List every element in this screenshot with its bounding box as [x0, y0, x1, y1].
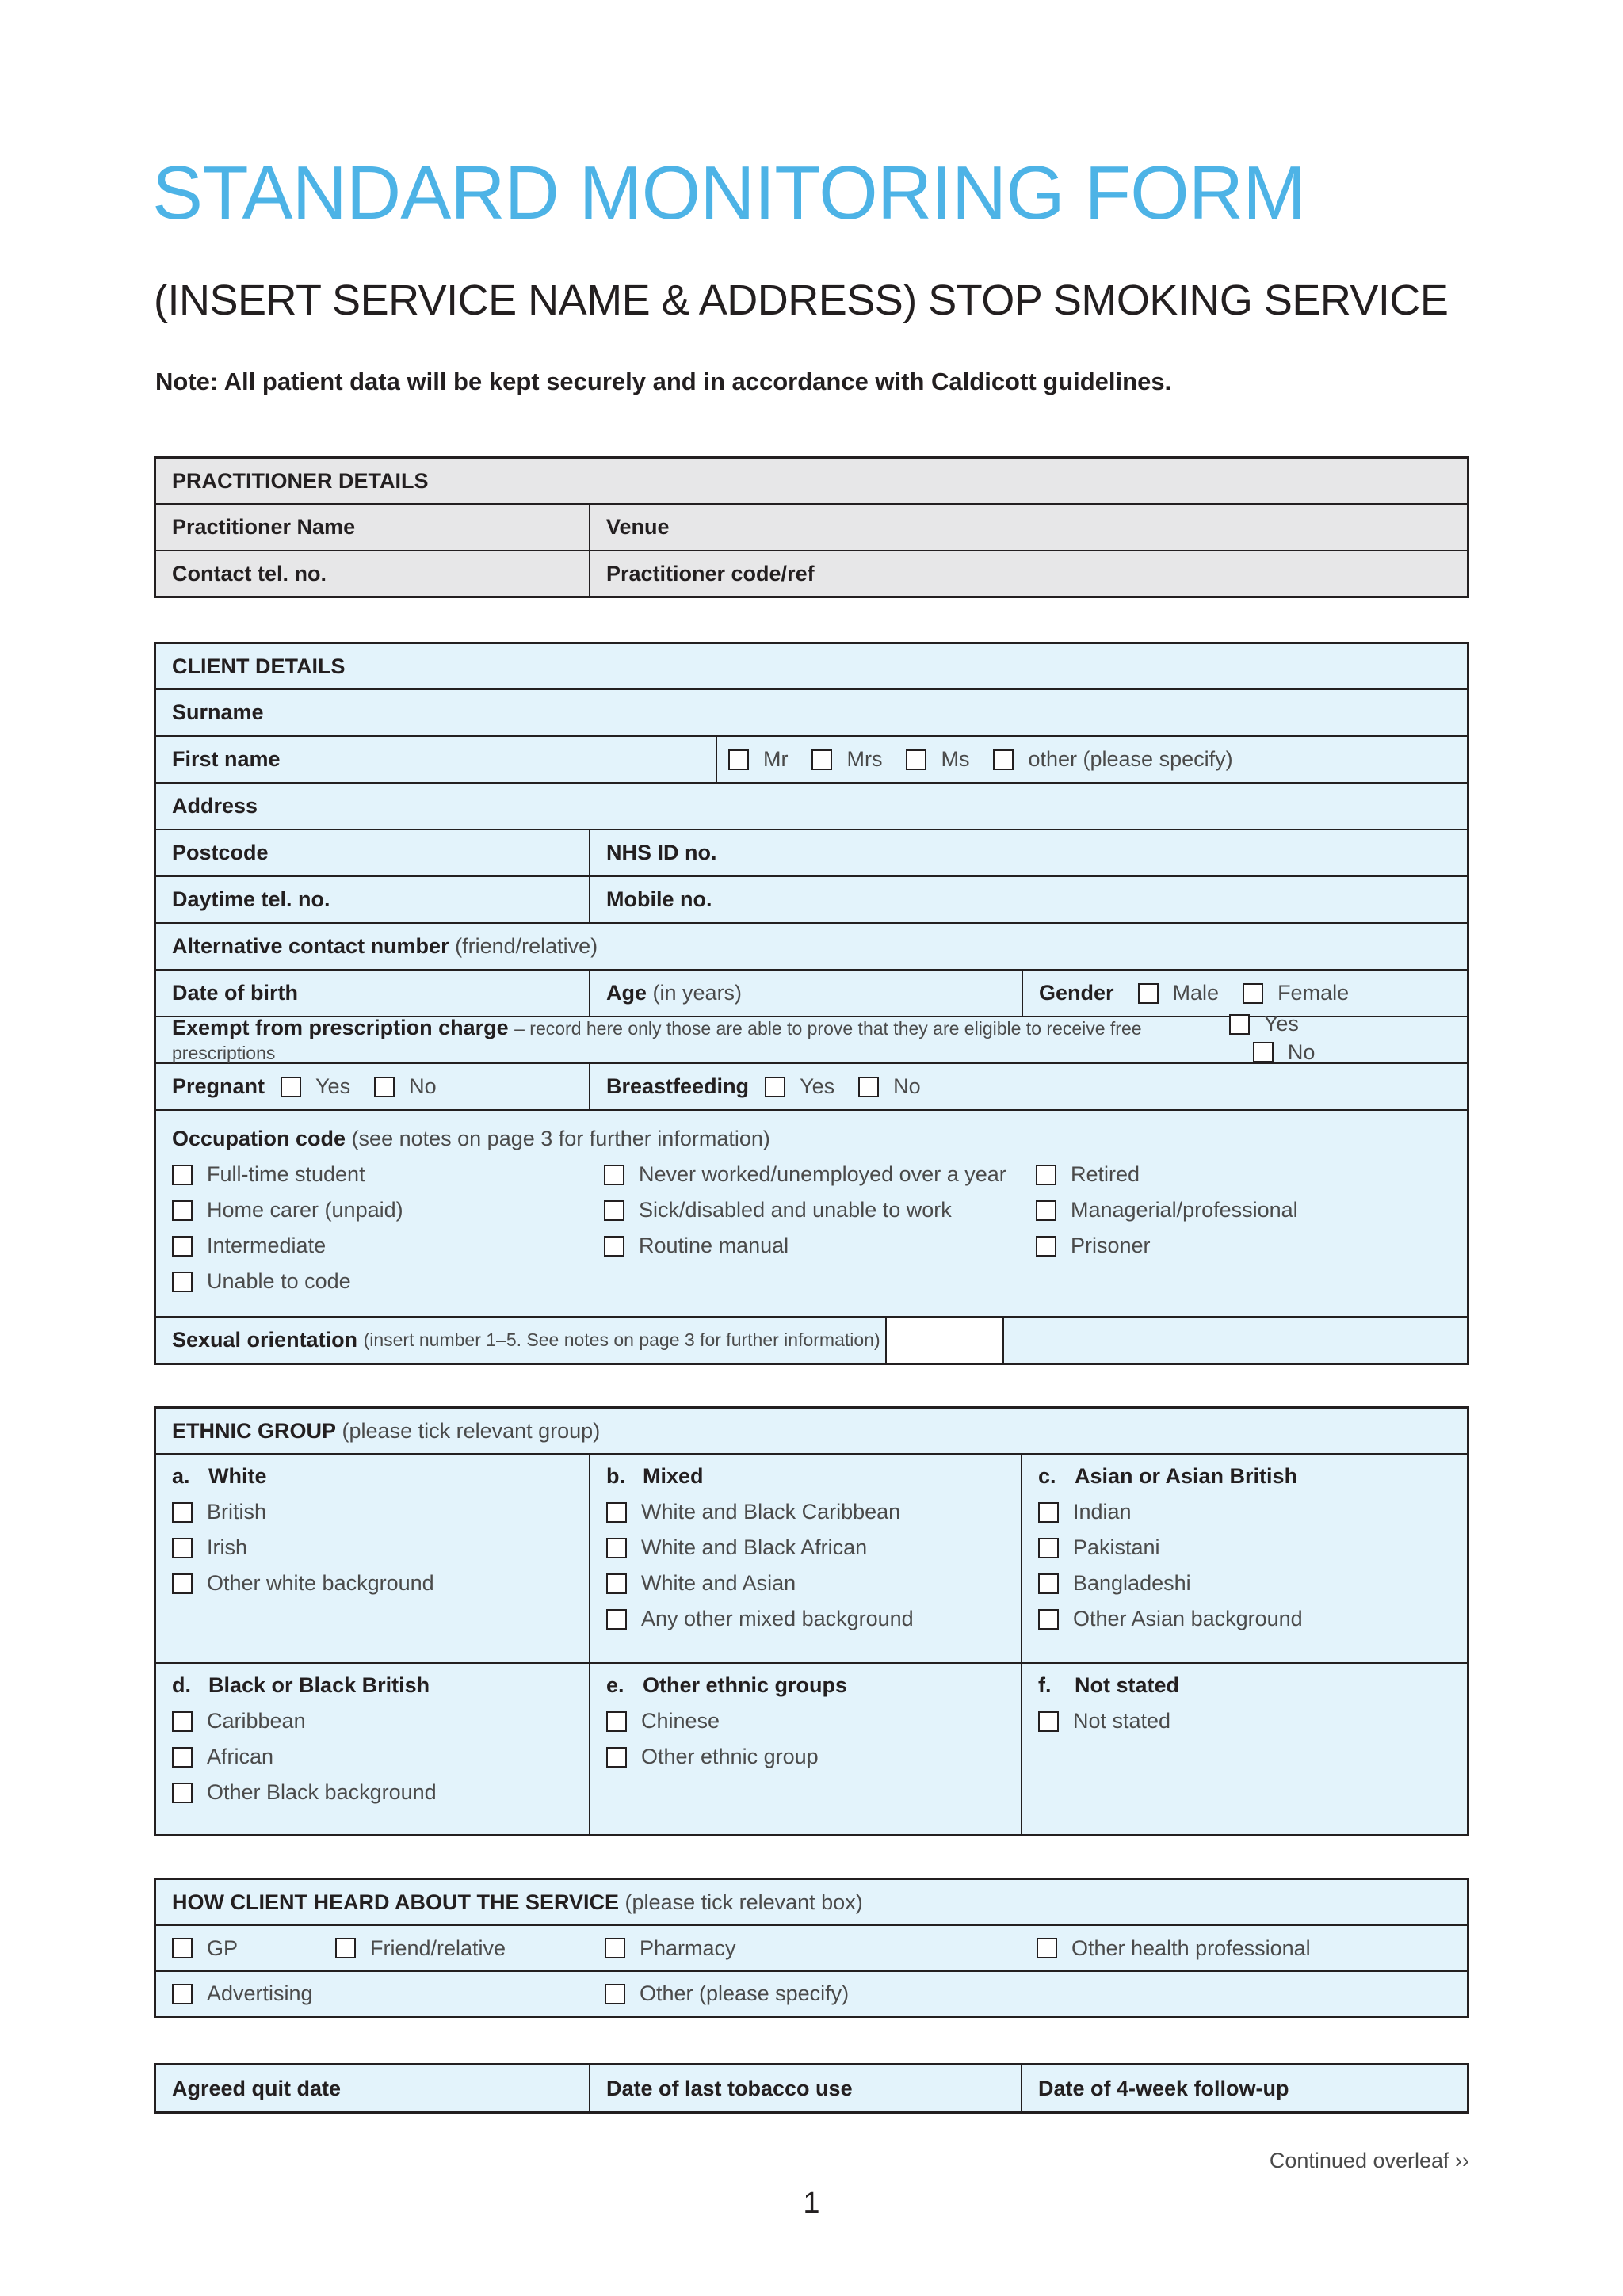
- sexual-orientation-label-cell: [156, 1318, 885, 1363]
- ethnic-option[interactable]: Other ethnic group: [606, 1745, 1021, 1769]
- title-options: [716, 737, 1467, 782]
- ethnic-option[interactable]: Caribbean: [172, 1709, 589, 1733]
- checkbox[interactable]: [604, 1165, 624, 1185]
- occupation-option[interactable]: Sick/disabled and unable to work: [604, 1198, 1036, 1222]
- checkbox[interactable]: [374, 1077, 395, 1097]
- exempt-note: – record here only those are able to prove that they are eligible to receive free prescriptions: [172, 1017, 1142, 1063]
- checkbox[interactable]: [604, 1200, 624, 1221]
- ethnic-option[interactable]: Other Black background: [172, 1780, 589, 1805]
- checkbox[interactable]: [281, 1077, 301, 1097]
- alt-contact-field[interactable]: [156, 924, 1467, 969]
- checkbox[interactable]: [605, 1938, 625, 1958]
- occupation-note: (see notes on page 3 for further information): [351, 1127, 770, 1150]
- occupation-option[interactable]: Prisoner: [1036, 1234, 1468, 1258]
- sexual-orientation-spacer: [1002, 1318, 1467, 1363]
- checkbox[interactable]: [1036, 1200, 1056, 1221]
- checkbox[interactable]: [606, 1711, 627, 1732]
- dates-table: [154, 2063, 1469, 2114]
- exempt-label: Exempt from prescription charge: [172, 1015, 509, 1039]
- breastfeeding-field: [589, 1064, 1467, 1109]
- checkbox[interactable]: [1037, 1938, 1057, 1958]
- heard-row-2-col-2: [589, 1972, 1467, 2016]
- gender-label: Gender: [1039, 981, 1114, 1005]
- service-subtitle: (INSERT SERVICE NAME & ADDRESS) STOP SMOKING SERVICE: [154, 277, 1449, 324]
- practitioner-details-table: [154, 456, 1469, 598]
- ethnic-group-mixed: b. Mixed White and Black Caribbean White and Black African White and Asian Any other mixed background: [589, 1455, 1021, 1662]
- pregnant-option-no[interactable]: No: [374, 1074, 437, 1099]
- checkbox[interactable]: [172, 1747, 193, 1768]
- checkbox[interactable]: [606, 1538, 627, 1558]
- heard-option-other[interactable]: Other (please specify): [605, 1981, 849, 2006]
- followup-date-field[interactable]: Date of 4-week follow-up: [1021, 2065, 1467, 2111]
- checkbox[interactable]: [172, 1272, 193, 1292]
- surname-field[interactable]: Surname: [172, 700, 264, 724]
- checkbox[interactable]: [906, 749, 926, 770]
- checkbox[interactable]: [172, 1236, 193, 1257]
- checkbox[interactable]: [993, 749, 1014, 770]
- ethnic-group-black: d. Black or Black British Caribbean African Other Black background: [156, 1664, 589, 1834]
- heard-option-gp[interactable]: GP: [172, 1936, 335, 1961]
- checkbox[interactable]: [1036, 1236, 1056, 1257]
- checkbox[interactable]: [606, 1609, 627, 1630]
- occupation-option[interactable]: Retired: [1036, 1162, 1468, 1187]
- checkbox[interactable]: [172, 1984, 193, 2004]
- checkbox[interactable]: [765, 1077, 785, 1097]
- practitioner-section-heading: PRACTITIONER DETAILS: [172, 468, 429, 493]
- heard-option-friend[interactable]: Friend/relative: [335, 1936, 506, 1961]
- alt-contact-note: (friend/relative): [455, 934, 598, 958]
- checkbox[interactable]: [606, 1573, 627, 1594]
- ethnic-group-not-stated: f. Not stated Not stated: [1021, 1664, 1467, 1834]
- venue-field[interactable]: Venue: [589, 505, 1467, 550]
- practitioner-code-field[interactable]: Practitioner code/ref: [589, 551, 1467, 596]
- exempt-option-yes[interactable]: Yes: [1229, 1012, 1299, 1036]
- pregnant-option-yes[interactable]: Yes: [281, 1074, 350, 1099]
- pregnant-label: Pregnant: [172, 1074, 265, 1098]
- occupation-option[interactable]: Intermediate: [172, 1234, 604, 1258]
- first-name-field[interactable]: First name: [172, 747, 281, 771]
- sexual-orientation-label: Sexual orientation: [172, 1328, 358, 1352]
- checkbox[interactable]: [606, 1502, 627, 1523]
- checkbox[interactable]: [604, 1236, 624, 1257]
- title-option-ms[interactable]: Ms: [906, 747, 969, 772]
- checkbox[interactable]: [1038, 1573, 1059, 1594]
- sexual-orientation-input[interactable]: [885, 1318, 1002, 1363]
- age-note: (in years): [652, 981, 743, 1005]
- exempt-field: [156, 1012, 1467, 1064]
- ethnic-option[interactable]: Other Asian background: [1038, 1607, 1467, 1631]
- ethnic-option[interactable]: White and Asian: [606, 1571, 1021, 1596]
- checkbox[interactable]: [605, 1984, 625, 2004]
- checkbox[interactable]: [1243, 983, 1263, 1004]
- client-section-heading: CLIENT DETAILS: [172, 654, 346, 678]
- occupation-option[interactable]: Home carer (unpaid): [172, 1198, 604, 1222]
- ethnic-option[interactable]: Indian: [1038, 1500, 1467, 1524]
- ethnic-option[interactable]: British: [172, 1500, 589, 1524]
- ethnic-option[interactable]: Chinese: [606, 1709, 1021, 1733]
- checkbox[interactable]: [172, 1502, 193, 1523]
- breastfeeding-option-yes[interactable]: Yes: [765, 1074, 834, 1099]
- dob-field[interactable]: Date of birth: [172, 981, 298, 1005]
- checkbox[interactable]: [728, 749, 749, 770]
- checkbox[interactable]: [172, 1938, 193, 1958]
- checkbox[interactable]: [1138, 983, 1159, 1004]
- breastfeeding-option-no[interactable]: No: [858, 1074, 921, 1099]
- checkbox[interactable]: [1036, 1165, 1056, 1185]
- title-option-mrs[interactable]: Mrs: [812, 747, 882, 772]
- checkbox[interactable]: [1253, 1042, 1274, 1062]
- age-field[interactable]: [589, 971, 1022, 1016]
- exempt-option-no[interactable]: No: [1253, 1040, 1316, 1065]
- occupation-label: Occupation code: [172, 1127, 346, 1150]
- checkbox[interactable]: [172, 1783, 193, 1803]
- daytime-tel-field[interactable]: Daytime tel. no.: [172, 887, 330, 911]
- checkbox[interactable]: [1038, 1711, 1059, 1732]
- ethnic-section-heading: ETHNIC GROUP (please tick relevant group): [172, 1418, 601, 1443]
- privacy-note: Note: All patient data will be kept securely and in accordance with Caldicott guidelines.: [155, 368, 1172, 395]
- nhs-id-field[interactable]: NHS ID no.: [589, 830, 1467, 875]
- occupation-option[interactable]: Full-time student: [172, 1162, 604, 1187]
- ethnic-option[interactable]: White and Black Caribbean: [606, 1500, 1021, 1524]
- page-number: 1: [803, 2187, 820, 2220]
- ethnic-group-asian: c. Asian or Asian British Indian Pakistani Bangladeshi Other Asian background: [1021, 1455, 1467, 1662]
- occupation-option[interactable]: Routine manual: [604, 1234, 1036, 1258]
- occupation-option[interactable]: Managerial/professional: [1036, 1198, 1468, 1222]
- postcode-field[interactable]: Postcode: [172, 841, 269, 864]
- ethnic-group-other: e. Other ethnic groups Chinese Other ethnic group: [589, 1664, 1021, 1834]
- alt-contact-label: Alternative contact number: [172, 934, 449, 958]
- sexual-orientation-note: (insert number 1–5. See notes on page 3 for further information): [363, 1329, 880, 1350]
- ethnic-option[interactable]: Any other mixed background: [606, 1607, 1021, 1631]
- title-option-mr[interactable]: Mr: [728, 747, 788, 772]
- checkbox[interactable]: [1038, 1609, 1059, 1630]
- gender-option-male[interactable]: Male: [1138, 981, 1220, 1005]
- contact-tel-field[interactable]: Contact tel. no.: [172, 561, 327, 585]
- heard-row-1-col-3: [1021, 1926, 1467, 1970]
- ethnic-group-table: [154, 1406, 1469, 1836]
- heard-section-heading: HOW CLIENT HEARD ABOUT THE SERVICE (please tick relevant box): [172, 1890, 863, 1914]
- heard-row-2-col-1: [156, 1972, 589, 2016]
- last-tobacco-use-field[interactable]: Date of last tobacco use: [589, 2065, 1021, 2111]
- form-title: STANDARD MONITORING FORM: [152, 151, 1306, 235]
- heard-row-1-col-2: [589, 1926, 1021, 1970]
- title-option-other[interactable]: other (please specify): [993, 747, 1232, 772]
- checkbox[interactable]: [172, 1200, 193, 1221]
- checkbox[interactable]: [335, 1938, 356, 1958]
- ethnic-option[interactable]: Bangladeshi: [1038, 1571, 1467, 1596]
- checkbox[interactable]: [172, 1573, 193, 1594]
- ethnic-option[interactable]: White and Black African: [606, 1535, 1021, 1560]
- checkbox[interactable]: [172, 1711, 193, 1732]
- checkbox[interactable]: [172, 1165, 193, 1185]
- checkbox[interactable]: [1229, 1014, 1250, 1035]
- gender-option-female[interactable]: Female: [1243, 981, 1349, 1005]
- heard-about-table: [154, 1878, 1469, 2018]
- breastfeeding-label: Breastfeeding: [606, 1074, 750, 1098]
- heard-row-1-col-1: [156, 1926, 589, 1970]
- heard-option-pharmacy[interactable]: Pharmacy: [605, 1936, 736, 1961]
- address-field[interactable]: Address: [172, 794, 258, 818]
- heard-option-other-health[interactable]: Other health professional: [1037, 1936, 1311, 1961]
- checkbox[interactable]: [858, 1077, 879, 1097]
- pregnant-field: [156, 1064, 589, 1109]
- practitioner-name-field[interactable]: Practitioner Name: [172, 515, 356, 539]
- client-details-table: [154, 642, 1469, 1365]
- ethnic-option[interactable]: African: [172, 1745, 589, 1769]
- gender-field: [1022, 971, 1467, 1016]
- ethnic-option[interactable]: Pakistani: [1038, 1535, 1467, 1560]
- age-label: Age: [606, 981, 647, 1005]
- occupation-option[interactable]: Never worked/unemployed over a year: [604, 1162, 1036, 1187]
- ethnic-group-white: a. White British Irish Other white background: [156, 1455, 589, 1662]
- ethnic-option[interactable]: Irish: [172, 1535, 589, 1560]
- heard-option-advertising[interactable]: Advertising: [172, 1981, 313, 2006]
- occupation-option[interactable]: Unable to code: [172, 1269, 604, 1294]
- continued-overleaf: Continued overleaf ››: [1269, 2149, 1469, 2172]
- checkbox[interactable]: [172, 1538, 193, 1558]
- occupation-field: [156, 1111, 1467, 1316]
- checkbox[interactable]: [812, 749, 832, 770]
- mobile-field[interactable]: Mobile no.: [589, 877, 1467, 922]
- checkbox[interactable]: [1038, 1502, 1059, 1523]
- checkbox[interactable]: [606, 1747, 627, 1768]
- checkbox[interactable]: [1038, 1538, 1059, 1558]
- agreed-quit-date-field[interactable]: Agreed quit date: [172, 2076, 342, 2100]
- ethnic-option[interactable]: Other white background: [172, 1571, 589, 1596]
- occupation-options: [172, 1162, 1467, 1294]
- ethnic-option[interactable]: Not stated: [1038, 1709, 1467, 1733]
